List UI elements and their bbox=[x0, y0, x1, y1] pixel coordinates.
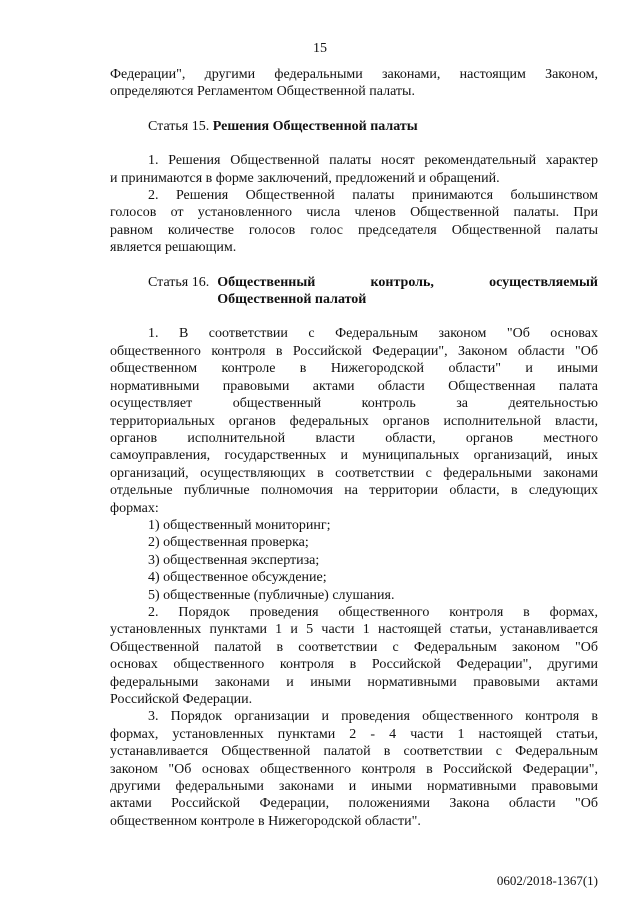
list-item: 5) общественные (публичные) слушания. bbox=[148, 587, 395, 603]
text-line: организаций, осуществляющих в соответствии с федеральными законами bbox=[110, 465, 598, 481]
article-15-heading bbox=[110, 118, 598, 135]
text-line: 1. В соответствии с Федеральным законом "Об основах bbox=[148, 326, 598, 342]
text-line: 2. Решения Общественной палаты принимаются большинством bbox=[148, 188, 598, 204]
text-line: Российской Федерации. bbox=[110, 692, 253, 707]
article-16-title-line: Общественной палатой bbox=[217, 292, 367, 308]
text-line: актами Российской Федерации, положениями Закона области "Об bbox=[110, 796, 598, 812]
list-item: 1) общественный мониторинг; bbox=[148, 517, 331, 533]
forms-list bbox=[110, 517, 598, 604]
text-line: голосов от установленного числа членов Общественной палаты. При bbox=[110, 205, 598, 221]
text-line: является решающим. bbox=[110, 240, 237, 256]
article-15-label: Статья 15. bbox=[148, 118, 210, 134]
text-line: равном количестве голосов голос председателя Общественной палаты bbox=[110, 222, 598, 238]
text-line: формах: bbox=[110, 500, 159, 516]
text-line: Федерации", другими федеральными законами, настоящим Законом, bbox=[110, 67, 598, 82]
text-line: определяются Регламентом Общественной палаты. bbox=[110, 84, 415, 100]
text-line: основах общественного контроля в Российской Федерации", другими bbox=[110, 657, 598, 673]
text-line: установленных пунктами 1 и 5 части 1 настоящей статьи, устанавливается bbox=[110, 622, 598, 638]
text-line: другими федеральными законами и иными нормативными правовыми bbox=[110, 779, 598, 795]
text-line: осуществляет общественный контроль за деятельностью bbox=[110, 396, 598, 412]
list-item: 2) общественная проверка; bbox=[148, 535, 309, 551]
text-line: законом "Об основах общественного контроля в Российской Федерации", bbox=[110, 761, 598, 777]
list-item: 3) общественная экспертиза; bbox=[148, 552, 320, 568]
document-code: 0602/2018-1367(1) bbox=[496, 873, 598, 888]
text-line: общественном контроле в Нижегородской области" и иными bbox=[110, 361, 598, 377]
text-line: 3. Порядок организации и проведения общественного контроля в bbox=[148, 709, 598, 725]
text-line: самоуправления, государственных и муниципальных организаций, иных bbox=[110, 448, 598, 464]
text-line: 1. Решения Общественной палаты носят рекомендательный характер bbox=[148, 153, 598, 169]
page-number: 15 bbox=[313, 41, 327, 56]
text-line: органов исполнительной власти области, органов местного bbox=[110, 430, 598, 446]
text-line: отдельные публичные полномочия на территории области, в следующих bbox=[110, 483, 598, 499]
text-line: общественном контроле в Нижегородской области". bbox=[110, 813, 421, 829]
article-16-title-line: Общественный контроль, осуществляемый bbox=[217, 274, 598, 290]
text-line: территориальных органов федеральных органов исполнительной власти, bbox=[110, 413, 598, 429]
text-line: 2. Порядок проведения общественного контроля в формах, bbox=[148, 604, 598, 620]
text-line: общественного контроля в Российской Федерации", Законом области "Об bbox=[110, 343, 598, 359]
article-16-heading bbox=[110, 274, 598, 309]
article-16-label: Статья 16. bbox=[148, 274, 210, 290]
text-line: нормативными правовыми актами области Общественная палата bbox=[110, 378, 598, 394]
text-line: формах, установленных пунктами 2 - 4 части 1 настоящей статьи, bbox=[110, 726, 598, 742]
document-body bbox=[110, 66, 598, 830]
article-15-title: Решения Общественной палаты bbox=[212, 118, 418, 134]
text-line: федеральными законами и иными нормативными правовыми актами bbox=[110, 674, 598, 690]
text-line: Общественной палатой в соответствии с Федеральным законом "Об bbox=[110, 639, 598, 655]
article-16-title bbox=[217, 274, 598, 309]
text-line: и принимаются в форме заключений, предложений и обращений. bbox=[110, 170, 500, 186]
text-line: устанавливается Общественной палатой в соответствии с Федеральным bbox=[110, 744, 598, 760]
list-item: 4) общественное обсуждение; bbox=[148, 570, 327, 586]
